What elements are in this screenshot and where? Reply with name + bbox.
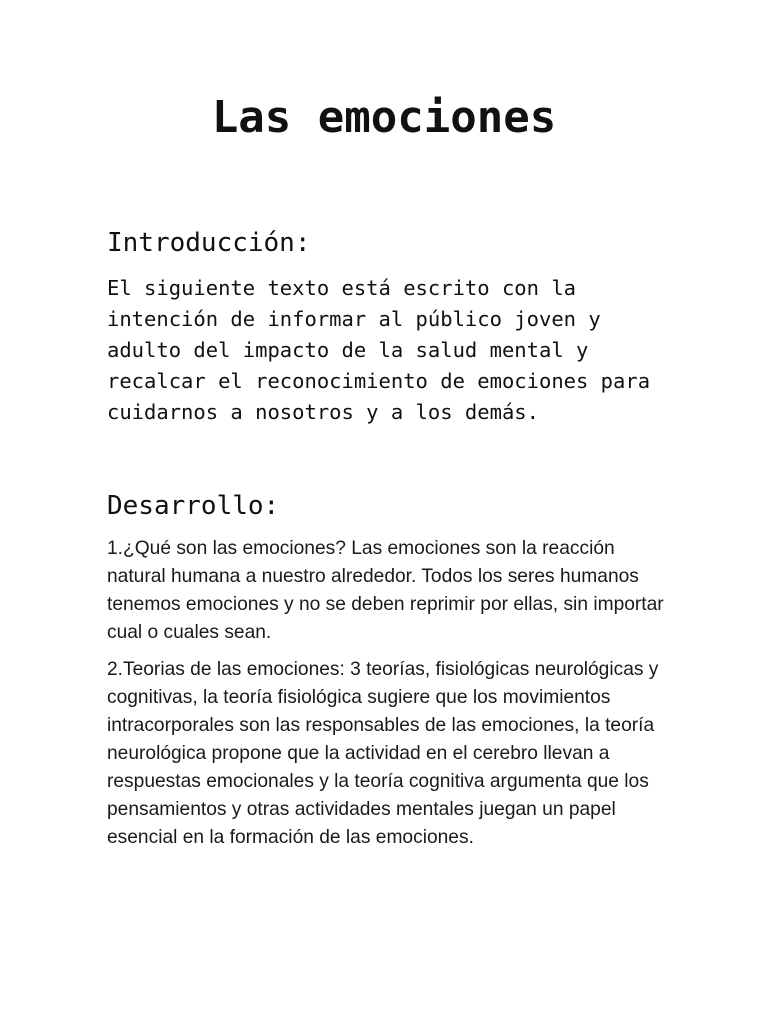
page-title: Las emociones (211, 92, 557, 143)
development-paragraph-2: 2.Teorias de las emociones: 3 teorías, fisiológicas neurológicas y cognitivas, la teoría fisiológica sugiere que los movimientos intracorporales son las responsables de las emociones, la teoría neurológica propone que la actividad en el cerebro llevan a respuestas emocionales y la teoría cognitiva argumenta que los pensamientos y otras actividades mentales juegan un papel esencial en la formación de las emociones. (107, 659, 659, 848)
development-paragraph-1: 1.¿Qué son las emociones? Las emociones son la reacción natural humana a nuestro alrededor. Todos los seres humanos tenemos emociones y no se deben reprimir por ellas, sin importar cual o cuales sean. (107, 538, 664, 643)
introduction-body: El siguiente texto está escrito con la intención de informar al público joven y adulto del impacto de la salud mental y recalcar el reconocimiento de emociones para cuidarnos a nosotros y a los demás. (107, 276, 651, 424)
development-heading: Desarrollo: (107, 491, 280, 521)
introduction-heading: Introducción: (107, 228, 311, 258)
